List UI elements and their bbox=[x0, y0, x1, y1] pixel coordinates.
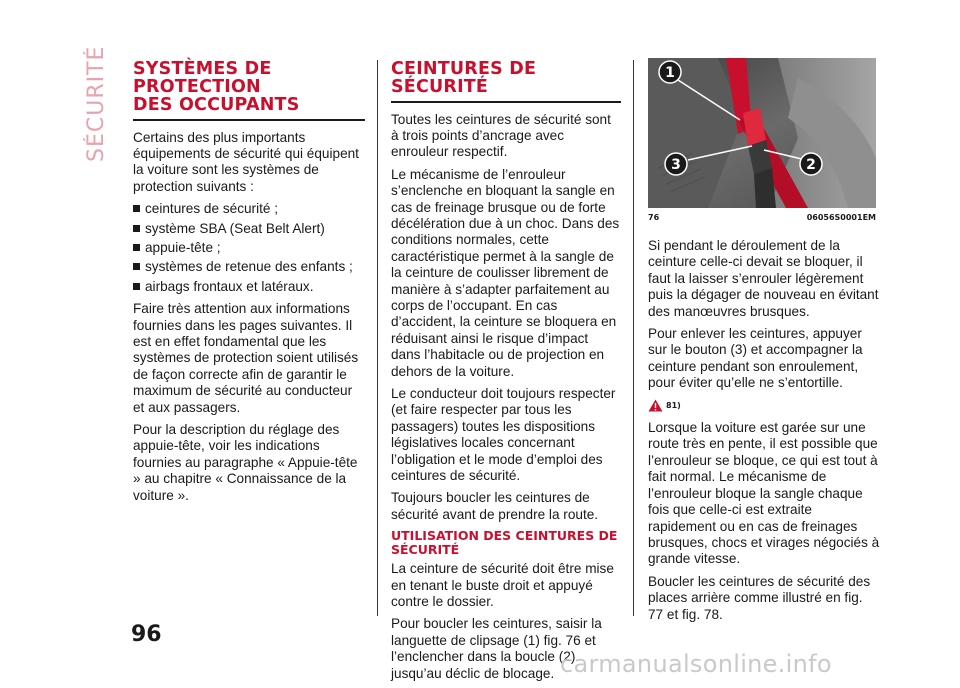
protection-list bbox=[133, 201, 365, 295]
seatbelt-figure bbox=[648, 58, 876, 208]
column-divider-2 bbox=[633, 60, 634, 616]
callout-1 bbox=[659, 61, 681, 83]
list-item: appuie-tête ; bbox=[133, 240, 365, 256]
list-item: systèmes de retenue des enfants ; bbox=[133, 259, 365, 275]
paragraph: Lorsque la voiture est garée sur une route très en pente, il est possible que l’enrouleur se bloque, ce qui est tout à fait normal. Le mécanisme de l’enrouleur bloque la sangle chaque fois que celle-ci est extraite rapidement ou en cas de freinages brusques, chocs et virages négociés à grande vitesse. bbox=[648, 420, 880, 567]
callout-3 bbox=[665, 153, 687, 175]
paragraph: Pour enlever les ceintures, appuyer sur le bouton (3) et accompagner la ceinture pendant son enroulement, pour éviter qu’elle ne s’entortille. bbox=[648, 326, 863, 391]
seatbelts-heading: CEINTURES DE SÉCURITÉ bbox=[391, 59, 537, 97]
subheading-line-1: UTILISATION DES CEINTURES DE bbox=[391, 528, 618, 544]
section-heading bbox=[133, 60, 365, 114]
intro-paragraph: Certains des plus importants équipements de sécurité qui équipent la voiture sont les systèmes de protection suivants : bbox=[133, 129, 359, 194]
heading-rule bbox=[391, 101, 621, 103]
paragraph: La ceinture de sécurité doit être mise en tenant le buste droit et appuyé contre le dossier. bbox=[391, 561, 614, 610]
paragraph: Toujours boucler les ceintures de sécurité avant de prendre la route. bbox=[391, 490, 599, 522]
svg-text:1: 1 bbox=[665, 65, 675, 81]
page-number: 96 bbox=[131, 622, 162, 647]
heading-line-1: SYSTÈMES DE PROTECTION bbox=[133, 59, 272, 97]
svg-text:2: 2 bbox=[806, 157, 816, 173]
usage-subheading bbox=[391, 529, 621, 557]
list-item: ceintures de sécurité ; bbox=[133, 201, 365, 217]
paragraph: Le conducteur doit toujours respecter (et faire respecter par tous les passagers) toutes les dispositions législatives locales concernant l’obligation et le mode d’emploi des ceintures de sécurité. bbox=[391, 386, 616, 484]
svg-text:3: 3 bbox=[671, 157, 681, 173]
warning-icon bbox=[648, 399, 663, 412]
list-item: airbags frontaux et latéraux. bbox=[133, 279, 365, 295]
figure-caption bbox=[648, 213, 876, 225]
paragraph: Pour boucler les ceintures, saisir la languette de clipsage (1) fig. 76 et l’enclencher dans la boucle (2) jusqu’au déclic de blocage. bbox=[391, 616, 602, 681]
column-2 bbox=[391, 60, 621, 688]
figure-number: 76 bbox=[648, 213, 660, 222]
section-label: SÉCURITÉ bbox=[84, 45, 109, 162]
column-1 bbox=[133, 60, 365, 510]
subheading-line-2: SÉCURITÉ bbox=[391, 542, 460, 558]
paragraph: Toutes les ceintures de sécurité sont à trois points d’ancrage avec enrouleur respectif. bbox=[391, 111, 611, 160]
headrest-paragraph: Pour la description du réglage des appuie-tête, voir les indications fournies au paragraphe « Appuie-tête » au chapitre « Connaissance de la voiture ». bbox=[133, 422, 358, 503]
figure-code: 06056S0001EM bbox=[806, 213, 876, 222]
heading-line-2: DES OCCUPANTS bbox=[133, 95, 300, 115]
watermark: carmanualsonline.info bbox=[560, 650, 832, 678]
paragraph: Si pendant le déroulement de la ceinture celle-ci devait se bloquer, il faut la laisser s’enrouler légèrement puis la dégager de nouveau en évitant des manœuvres brusques. bbox=[648, 238, 879, 319]
column-divider-1 bbox=[377, 60, 378, 616]
paragraph: Boucler les ceintures de sécurité des places arrière comme illustré en fig. 77 et fig. 78. bbox=[648, 573, 871, 622]
list-item: système SBA (Seat Belt Alert) bbox=[133, 221, 365, 237]
heading-rule bbox=[133, 119, 365, 121]
paragraph: Le mécanisme de l’enrouleur s’enclenche en bloquant la sangle en cas de freinage brusque ou de forte décélération due à un choc. Dans des conditions normales, cette caractéristique permet à la sangle de la ceinture de coulisser librement de manière à s’adapter parfaitement au corps de l’occupant. En cas d’accident, la ceinture se bloquera en réduisant ainsi le risque d’impact dans l’habitacle ou de projection en dehors de la voiture. bbox=[391, 166, 620, 379]
column-3 bbox=[648, 238, 880, 629]
callout-2 bbox=[800, 153, 822, 175]
attention-paragraph: Faire très attention aux informations fournies dans les pages suivantes. Il est en effet fondamental que les systèmes de protection soient utilisés de façon correcte afin de garantir le maximum de sécurité au conducteur et aux passagers. bbox=[133, 301, 359, 415]
warning-ref-number: 81) bbox=[666, 400, 681, 410]
seatbelt-illustration bbox=[648, 58, 876, 208]
warning-reference bbox=[648, 398, 880, 414]
